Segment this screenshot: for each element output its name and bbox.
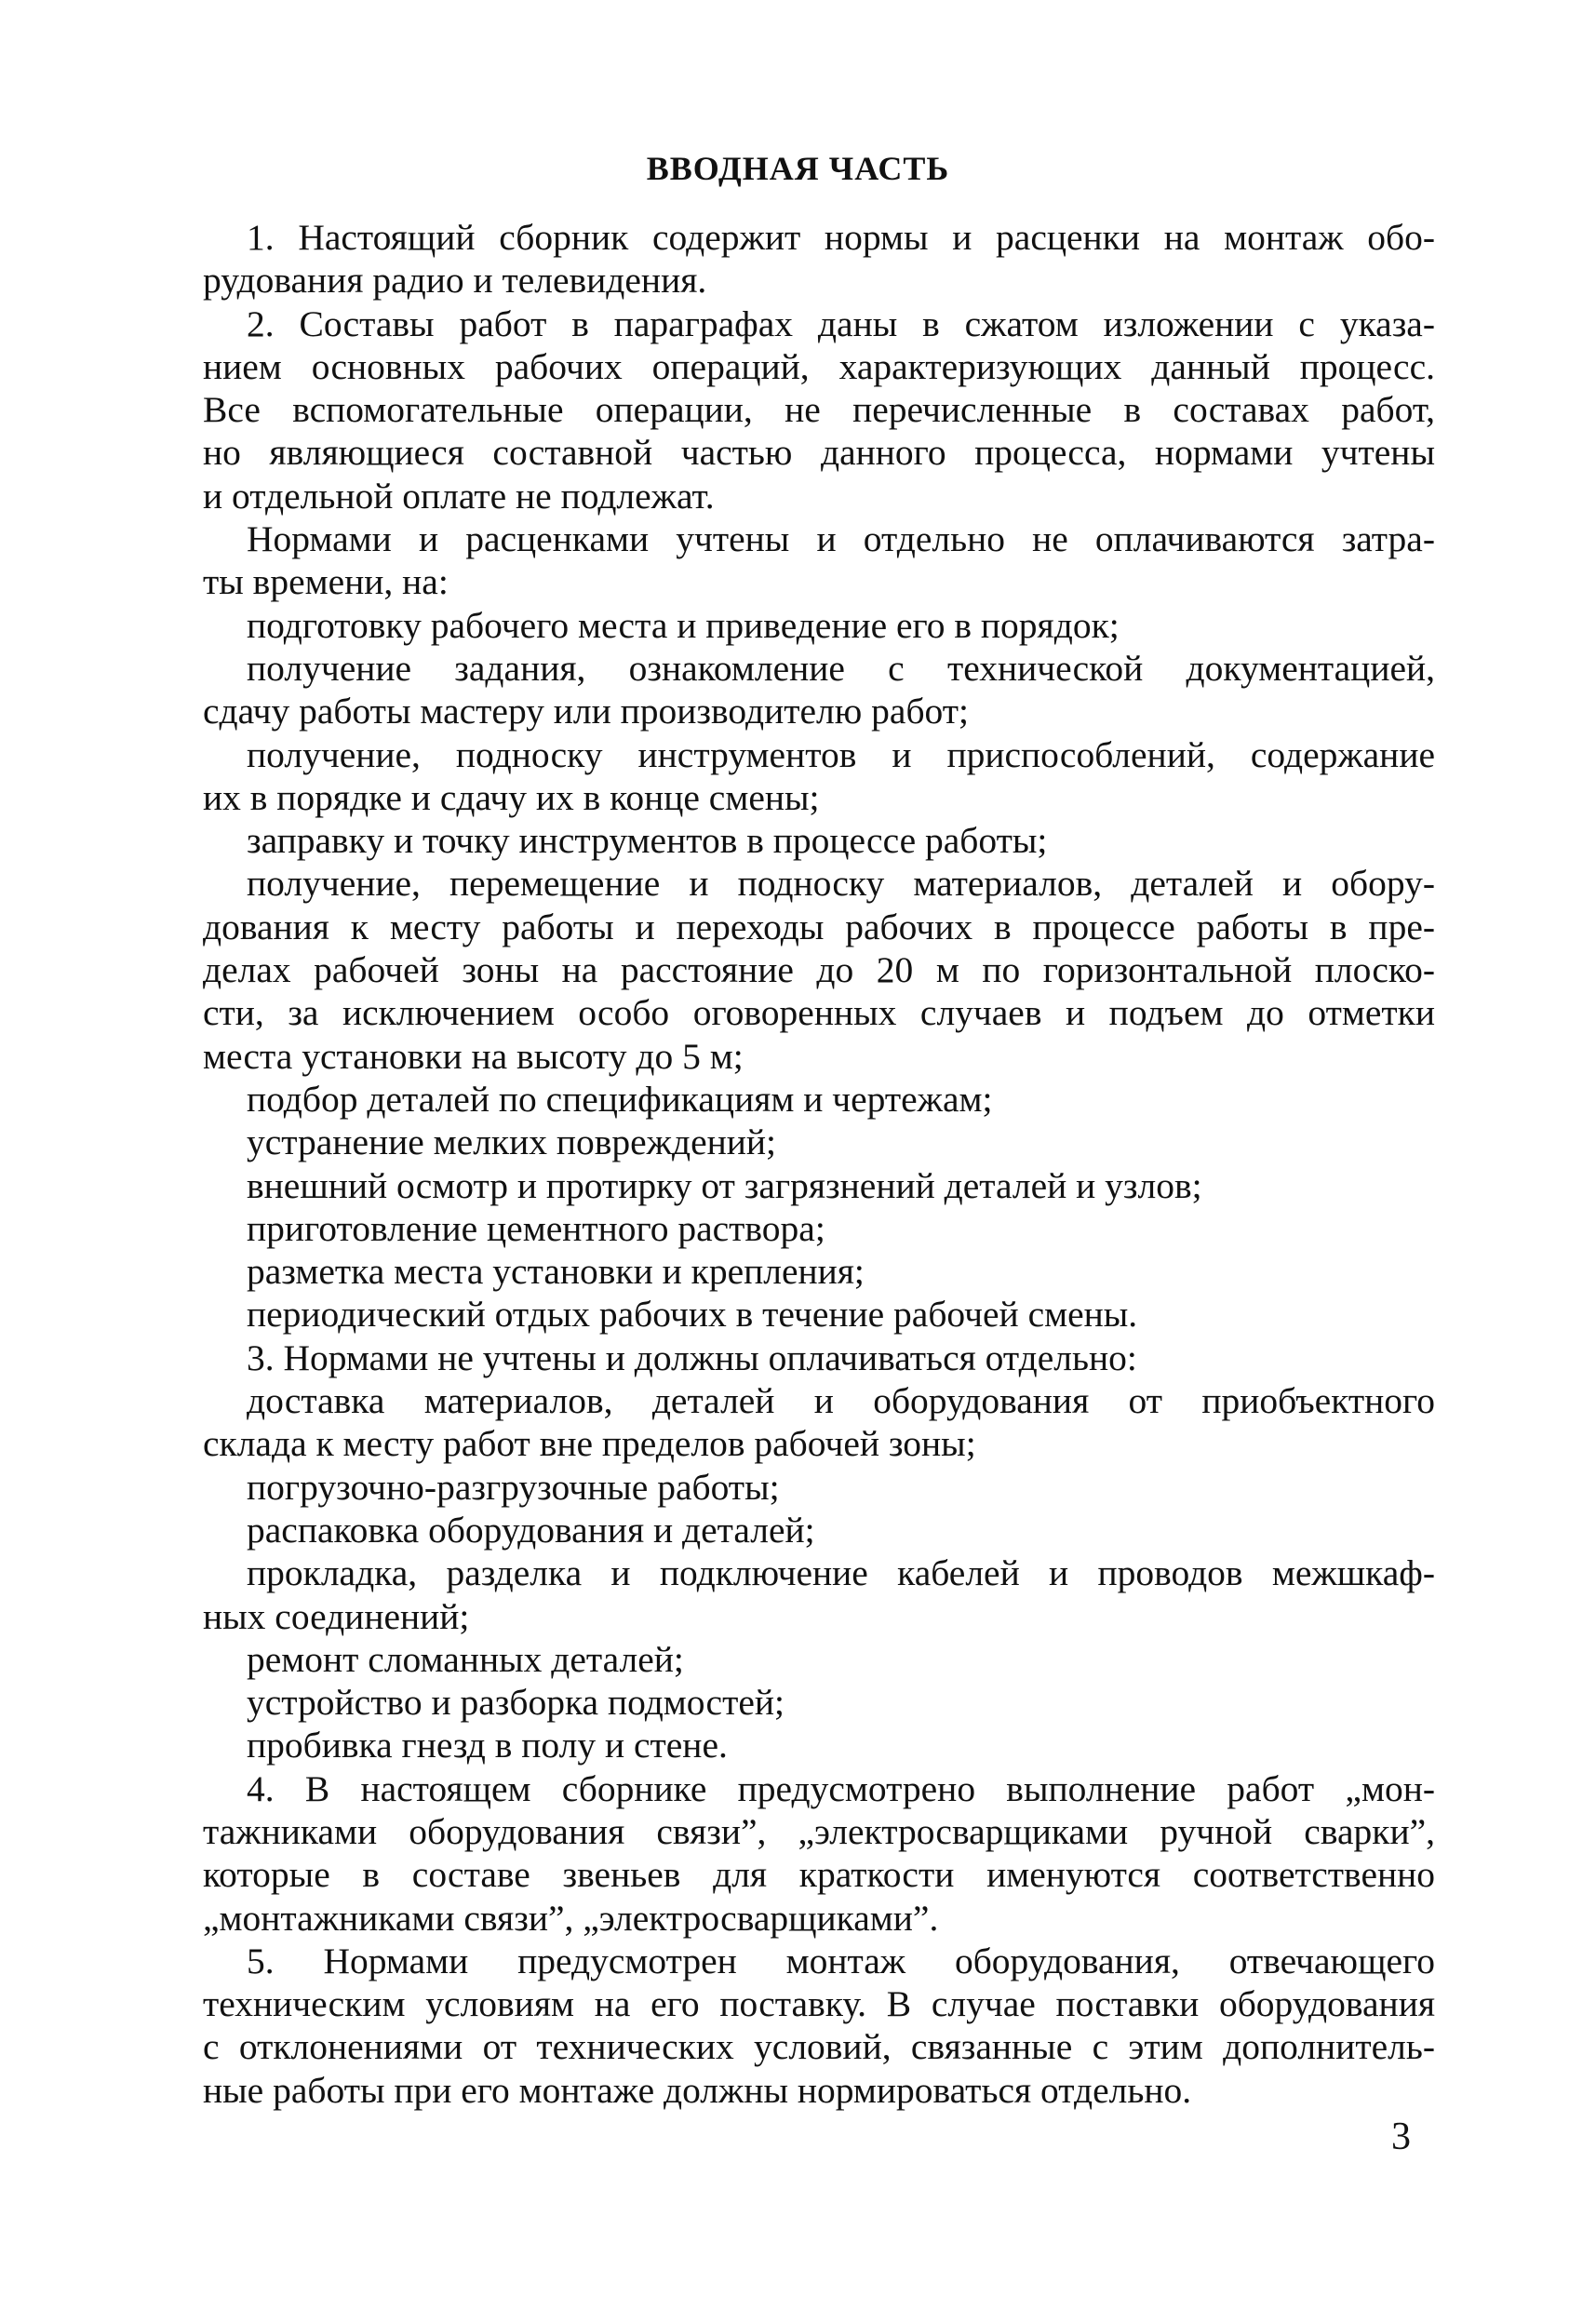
text-line: и отдельной оплате не подлежат. bbox=[203, 475, 715, 517]
text-line: устранение мелких повреждений; bbox=[247, 1121, 776, 1163]
text-line: с отклонениями от технических условий, связанные с этим дополнитель- bbox=[203, 2026, 1435, 2068]
text-line: ты времени, на: bbox=[203, 561, 449, 603]
text-line: Нормами и расценками учтены и отдельно не оплачиваются затра- bbox=[247, 518, 1435, 560]
text-line: 4. В настоящем сборнике предусмотрено выполнение работ „мон- bbox=[247, 1767, 1435, 1809]
text-line: 3. Нормами не учтены и должны оплачиваться отдельно: bbox=[247, 1336, 1137, 1378]
text-line: техническим условиям на его поставку. В случае поставки оборудования bbox=[203, 1983, 1435, 2025]
text-line: их в порядке и сдачу их в конце смены; bbox=[203, 776, 820, 818]
text-line: подбор деталей по спецификациям и чертежам; bbox=[247, 1078, 993, 1120]
text-line: прокладка, разделка и подключение кабелей и проводов межшкаф- bbox=[247, 1552, 1435, 1594]
text-line: доставка материалов, деталей и оборудования от приобъектного bbox=[247, 1380, 1435, 1422]
text-line: получение, подноску инструментов и приспособлений, содержание bbox=[247, 733, 1435, 775]
text-line: 2. Составы работ в параграфах даны в сжатом изложении с указа- bbox=[247, 302, 1435, 344]
text-line: которые в составе звеньев для краткости именуются соответственно bbox=[203, 1854, 1435, 1896]
text-line: рудования радио и телевидения. bbox=[203, 260, 707, 302]
text-line: Все вспомогательные операции, не перечисленные в составах работ, bbox=[203, 389, 1435, 431]
text-line: разметка места установки и крепления; bbox=[247, 1251, 865, 1293]
text-line: сдачу работы мастеру или производителю работ; bbox=[203, 691, 970, 732]
text-line: внешний осмотр и протирку от загрязнений деталей и узлов; bbox=[247, 1164, 1202, 1206]
text-line: дования к месту работы и переходы рабочих в процессе работы в пре- bbox=[203, 906, 1435, 947]
page-number: 3 bbox=[1391, 2115, 1411, 2158]
text-line: места установки на высоту до 5 м; bbox=[203, 1035, 744, 1077]
text-line: делах рабочей зоны на расстояние до 20 м по горизонтальной плоско- bbox=[203, 949, 1435, 991]
text-line: ных соединений; bbox=[203, 1595, 470, 1637]
text-line: заправку и точку инструментов в процессе работы; bbox=[247, 820, 1048, 862]
text-line: тажниками оборудования связи”, „электросварщиками ручной сварки”, bbox=[203, 1810, 1435, 1852]
text-line: склада к месту работ вне пределов рабочей зоны; bbox=[203, 1423, 976, 1465]
text-line: погрузочно-разгрузочные работы; bbox=[247, 1466, 780, 1508]
text-line: подготовку рабочего места и приведение его в порядок; bbox=[247, 604, 1120, 646]
body-text bbox=[203, 216, 1435, 2112]
page-title: ВВОДНАЯ ЧАСТЬ bbox=[646, 150, 950, 187]
text-line: ные работы при его монтаже должны нормироваться отдельно. bbox=[203, 2069, 1192, 2111]
text-line: но являющиеся составной частью данного процесса, нормами учтены bbox=[203, 432, 1435, 474]
text-line: получение задания, ознакомление с технической документацией, bbox=[247, 647, 1435, 689]
text-line: ремонт сломанных деталей; bbox=[247, 1638, 684, 1680]
text-line: получение, перемещение и подноску материалов, деталей и обору- bbox=[247, 863, 1435, 905]
text-line: распаковка оборудования и деталей; bbox=[247, 1509, 815, 1551]
text-line: „монтажниками связи”, „электросварщиками”. bbox=[203, 1897, 939, 1939]
text-line: сти, за исключением особо оговоренных случаев и подъем до отметки bbox=[203, 992, 1435, 1034]
text-line: приготовление цементного раствора; bbox=[247, 1207, 825, 1249]
text-line: периодический отдых рабочих в течение рабочей смены. bbox=[247, 1294, 1138, 1336]
text-line: устройство и разборка подмостей; bbox=[247, 1682, 785, 1724]
text-line: пробивка гнезд в полу и стене. bbox=[247, 1725, 728, 1766]
text-line: нием основных рабочих операций, характеризующих данный процесс. bbox=[203, 345, 1435, 387]
text-line: 1. Настоящий сборник содержит нормы и расценки на монтаж обо- bbox=[247, 217, 1435, 258]
text-line: 5. Нормами предусмотрен монтаж оборудования, отвечающего bbox=[247, 1940, 1435, 1981]
